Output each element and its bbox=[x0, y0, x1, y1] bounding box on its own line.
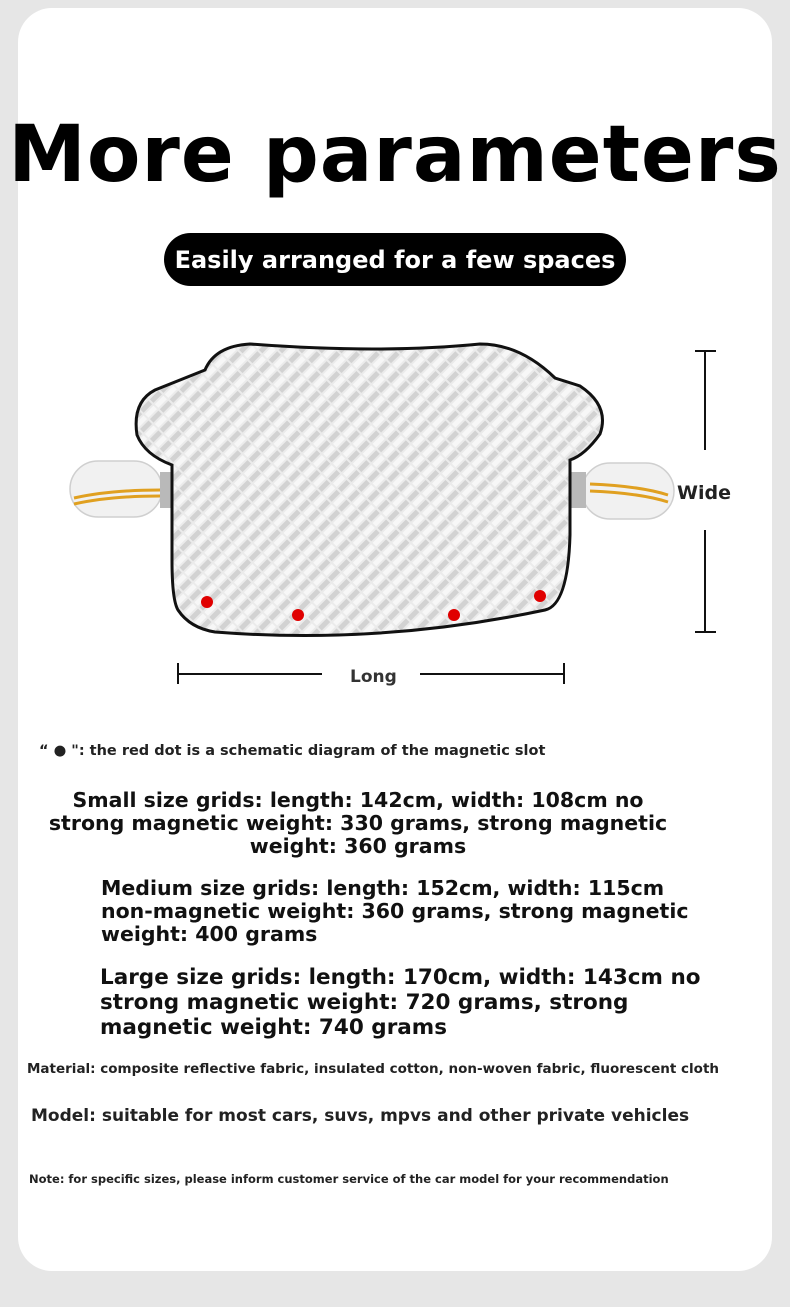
magnetic-slot-note: “ ● ": the red dot is a schematic diagram of the magnetic slot bbox=[39, 743, 546, 759]
medium-size-spec: Medium size grids: length: 152cm, width: 115cm non-magnetic weight: 360 grams, strong magnetic weight: 400 grams bbox=[101, 876, 689, 946]
magnetic-dot bbox=[448, 609, 460, 621]
right-mirror-pocket bbox=[566, 463, 674, 519]
model-spec: Model: suitable for most cars, suvs, mpvs and other private vehicles bbox=[31, 1106, 690, 1126]
long-label: Long bbox=[350, 667, 397, 687]
sizing-footnote: Note: for specific sizes, please inform customer service of the car model for your recommendation bbox=[29, 1172, 669, 1186]
subtitle-badge bbox=[164, 233, 626, 286]
wide-label: Wide bbox=[677, 482, 731, 504]
page-title: More parameters bbox=[8, 110, 782, 200]
cover-body bbox=[136, 344, 602, 636]
small-size-spec: Small size grids: length: 142cm, width: 108cm no strong magnetic weight: 330 grams, strong magnetic weight: 360 grams bbox=[48, 788, 668, 858]
left-mirror-pocket bbox=[70, 461, 180, 517]
magnetic-dot bbox=[534, 590, 546, 602]
subtitle-text: Easily arranged for a few spaces bbox=[174, 245, 616, 274]
windshield-cover-diagram bbox=[0, 330, 790, 700]
material-spec: Material: composite reflective fabric, insulated cotton, non-woven fabric, fluorescent cloth bbox=[27, 1061, 720, 1077]
magnetic-dot bbox=[201, 596, 213, 608]
magnetic-dot bbox=[292, 609, 304, 621]
large-size-spec: Large size grids: length: 170cm, width: 143cm no strong magnetic weight: 720 grams, strong magnetic weight: 740 grams bbox=[100, 965, 701, 1040]
